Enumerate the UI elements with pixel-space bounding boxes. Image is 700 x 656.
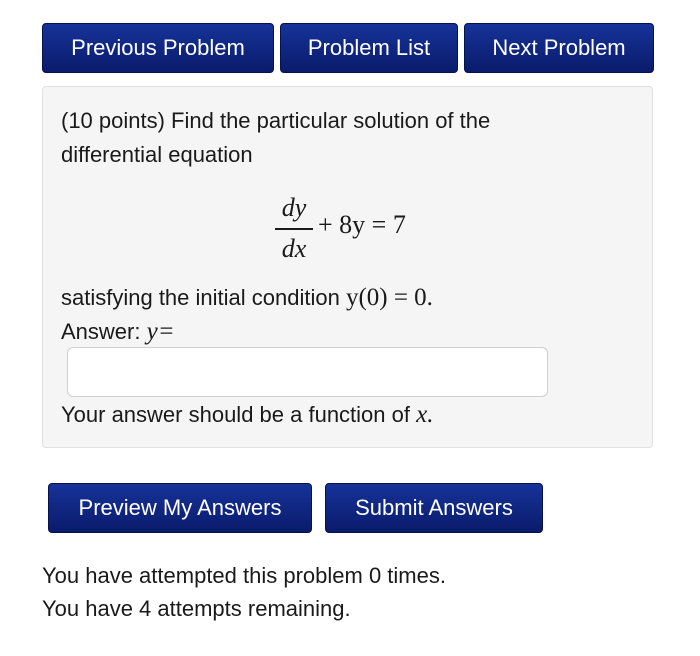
- initial-condition: [61, 281, 433, 315]
- hint-variable: x.: [416, 401, 434, 428]
- submit-answers-button[interactable]: Submit Answers: [325, 483, 543, 533]
- preview-answers-button[interactable]: Preview My Answers: [48, 483, 312, 533]
- problem-panel: [42, 86, 653, 448]
- problem-list-button[interactable]: Problem List: [280, 23, 458, 73]
- answer-label: [61, 315, 175, 349]
- previous-problem-button[interactable]: Previous Problem: [42, 23, 274, 73]
- condition-math: y(0) = 0.: [345, 284, 433, 311]
- answer-prefix: Answer:: [61, 319, 147, 344]
- answer-input[interactable]: [67, 347, 548, 397]
- answer-variable: y=: [146, 318, 175, 345]
- attempts-remaining-text: You have 4 attempts remaining.: [42, 596, 351, 621]
- fraction-denominator: dx: [281, 233, 307, 263]
- equation-rest: + 8y = 7: [318, 210, 406, 239]
- answer-hint: [61, 398, 433, 432]
- equation-fraction: [275, 195, 313, 262]
- hint-text: Your answer should be a function of: [61, 402, 417, 427]
- condition-text: satisfying the initial condition: [61, 285, 346, 310]
- attempts-made-text: You have attempted this problem 0 times.: [42, 563, 446, 588]
- fraction-numerator: dy: [281, 193, 307, 222]
- fraction-bar: [275, 228, 313, 230]
- problem-statement: (10 points) Find the particular solution of the differential equation: [61, 108, 491, 167]
- next-problem-button[interactable]: Next Problem: [464, 23, 654, 73]
